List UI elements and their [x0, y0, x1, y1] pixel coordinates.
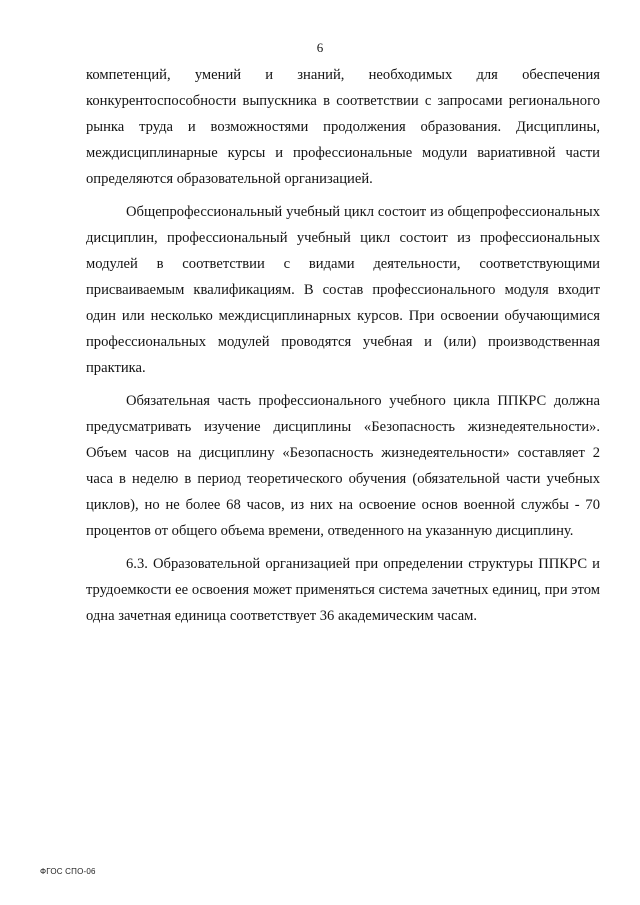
paragraph-continuation: компетенций, умений и знаний, необходимых для обеспечения конкурентоспособности выпускника в соответствии с запросами регионального рынка труда и возможностями продолжения образования. Дисциплины, междисциплинарные курсы и профессиональные модули вариативной части определяются образовательной организацией.: [86, 67, 600, 187]
page-number: 6: [316, 40, 324, 55]
paragraph-6-3-credit-units: 6.3. Образовательной организацией при определении структуры ППКРС и трудоемкости ее освоения может применяться система зачетных единиц, при этом одна зачетная единица соответствует 36 академическим часам.: [86, 556, 600, 624]
document-body: [86, 62, 600, 636]
paragraph-mandatory-part: Обязательная часть профессионального учебного цикла ППКРС должна предусматривать изучение дисциплины «Безопасность жизнедеятельности». Объем часов на дисциплину «Безопасность жизнедеятельности» составляет 2 часа в неделю в период теоретического обучения (обязательной части учебных циклов), но не более 68 часов, из них на освоение основ военной службы - 70 процентов от общего объема времени, отведенного на указанную дисциплину.: [86, 393, 600, 539]
paragraph-general-professional-cycle: Общепрофессиональный учебный цикл состоит из общепрофессиональных дисциплин, профессиональный учебный цикл состоит из профессиональных модулей в соответствии с видами деятельности, соответствующими присваиваемым квалификациям. В состав профессионального модуля входит один или несколько междисциплинарных курсов. При освоении обучающимися профессиональных модулей проводятся учебная и (или) производственная практика.: [86, 204, 600, 376]
footer-document-code: ФГОС СПО-06: [40, 867, 96, 876]
